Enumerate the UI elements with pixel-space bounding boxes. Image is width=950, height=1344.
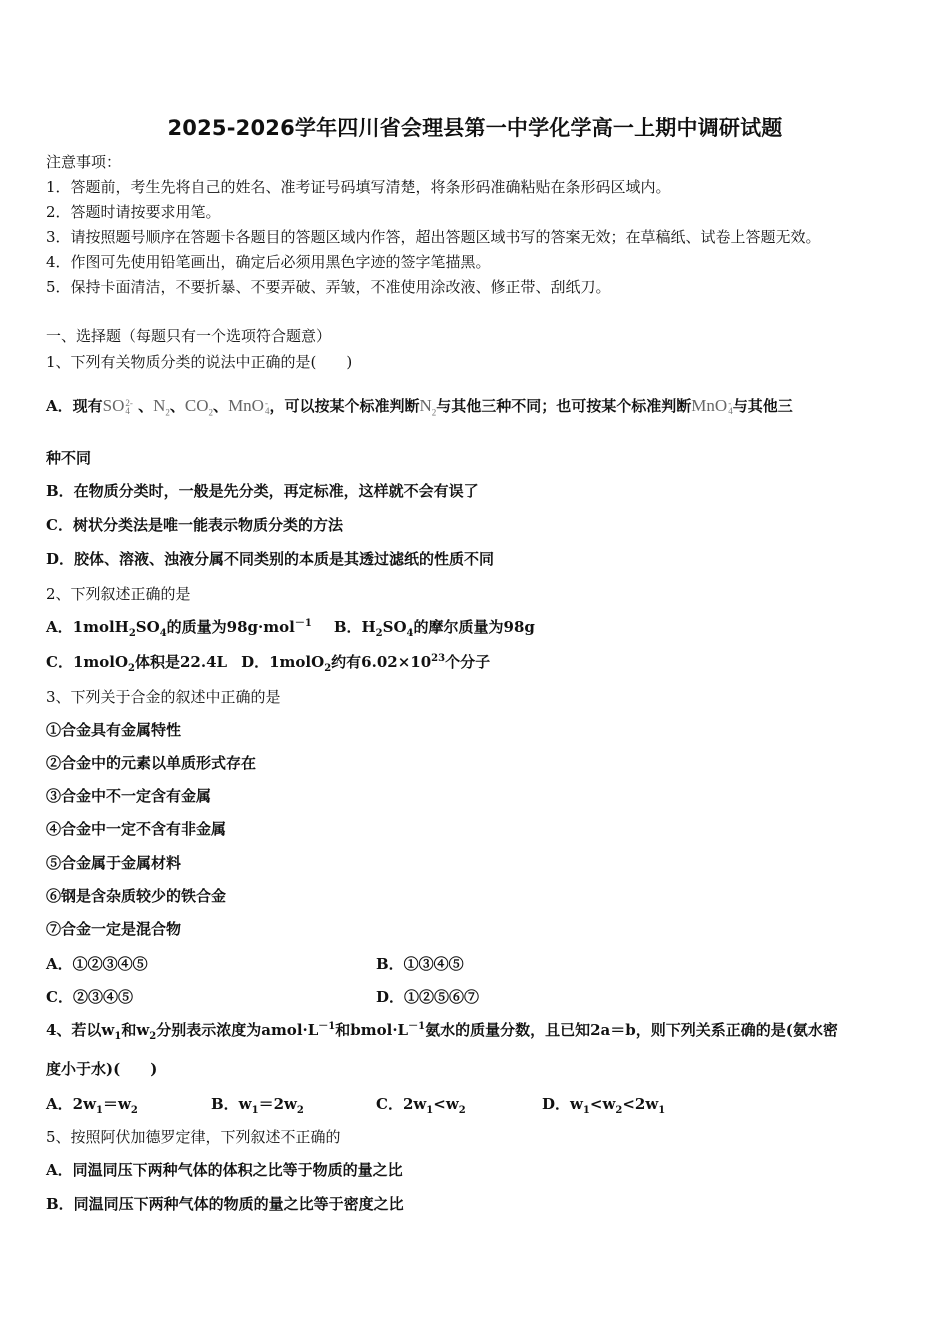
separator: 、: [169, 397, 185, 415]
question-3-option-c: C．②③④⑤: [46, 988, 133, 1006]
question-5-stem: 5、按照阿伏加德罗定律，下列叙述不正确的: [46, 1128, 341, 1146]
question-1-option-a: [46, 392, 793, 420]
question-1-option-b: B．在物质分类时，一般是先分类，再定标准，这样就不会有误了: [46, 482, 479, 500]
notice-item-4: 4．作图可先使用铅笔画出，确定后必须用黑色字迹的签字笔描黑。: [46, 253, 491, 271]
formula-mno4-ref: MnO- 4: [691, 396, 733, 417]
notice-item-5: 5．保持卡面清洁，不要折暴、不要弄破、弄皱，不准使用涂改液、修正带、刮纸刀。: [46, 278, 611, 296]
question-4-option-d: D．$w_1<w_2<2w_1$: [542, 1095, 666, 1116]
section-heading: 一、选择题（每题只有一个选项符合题意）: [46, 327, 332, 345]
question-3-item-1: ①合金具有金属特性: [46, 721, 182, 739]
option-a-prefix: A．现有: [46, 397, 103, 415]
question-4-stem: 4、若以$w_1$和$w_2$分别表示浓度为$amol\cdot L^{-1}$和$bmol\cdot L^{-1}$氨水的质量分数，且已知2a＝b，则下列关系正确的是(氨水密: [46, 1021, 838, 1042]
question-2-options-cd: [46, 652, 490, 672]
option-a-text-3: 与其他三: [732, 397, 793, 415]
question-4-option-b: B．$w_1=2w_2$: [211, 1095, 304, 1116]
notice-item-1: 1．答题前，考生先将自己的姓名、准考证号码填写清楚，将条形码准确粘贴在条形码区域内。: [46, 178, 671, 196]
question-5-option-b: B．同温同压下两种气体的物质的量之比等于密度之比: [46, 1195, 404, 1213]
option-a-text-1: ，可以按某个标准判断: [269, 397, 420, 415]
question-5-option-a: A．同温同压下两种气体的体积之比等于物质的量之比: [46, 1161, 403, 1179]
formula-so4: SO2- 4: [102, 396, 133, 417]
option-a-text-2: 与其他三种不同；也可按某个标准判断: [436, 397, 692, 415]
question-3-item-7: ⑦合金一定是混合物: [46, 920, 182, 938]
question-3-option-a: A．①②③④⑤: [46, 955, 148, 973]
notice-heading: 注意事项：: [46, 153, 122, 171]
question-3-stem: 3、下列关于合金的叙述中正确的是: [46, 688, 281, 706]
notice-item-3: 3．请按照题号顺序在答题卡各题目的答题区域内作答，超出答题区域书写的答案无效；在草稿纸、试卷上答题无效。: [46, 228, 821, 246]
question-4-stem-cont: 度小于水)( ): [46, 1060, 158, 1078]
formula-n2-ref: $N_2$: [419, 396, 437, 418]
separator: 、: [138, 397, 154, 415]
question-2-option-b: B．$H_2SO_4$的摩尔质量为98g: [333, 618, 535, 639]
separator: 、: [213, 397, 229, 415]
page-title: 2025-2026学年四川省会理县第一中学化学高一上期中调研试题: [167, 116, 783, 140]
question-4-option-a: A．$2w_1=w_2$: [46, 1095, 138, 1116]
question-3-option-d: D．①②⑤⑥⑦: [376, 988, 480, 1006]
question-1-option-d: D．胶体、溶液、浊液分属不同类别的本质是其透过滤纸的性质不同: [46, 550, 495, 568]
question-2-option-a: A．$1molH_2SO_4$的质量为98g·mol$^{-1}$: [46, 618, 312, 639]
formula-mno4: MnO- 4: [228, 396, 270, 417]
formula-n2: $N_2$: [153, 396, 170, 418]
question-4-option-c: C．$2w_1<w_2$: [376, 1095, 466, 1116]
question-2-stem: 2、下列叙述正确的是: [46, 585, 191, 603]
question-3-item-2: ②合金中的元素以单质形式存在: [46, 754, 257, 772]
formula-co2: $CO_2$: [184, 396, 214, 418]
question-1-option-a-cont: 种不同: [46, 449, 92, 467]
notice-item-2: 2．答题时请按要求用笔。: [46, 203, 221, 221]
question-3-option-b: B．①③④⑤: [376, 955, 464, 973]
question-3-item-3: ③合金中不一定含有金属: [46, 787, 212, 805]
question-2-option-d: D．1molO$_2$约有$6.02\times 10^{23}$个分子: [241, 653, 491, 674]
question-2-options-ab: [46, 617, 535, 637]
question-2-option-c: C．1molO$_2$体积是22.4L: [46, 653, 228, 674]
question-1-stem: 1、下列有关物质分类的说法中正确的是( ): [46, 353, 353, 371]
question-1-option-c: C．树状分类法是唯一能表示物质分类的方法: [46, 516, 343, 534]
question-3-item-4: ④合金中一定不含有非金属: [46, 820, 227, 838]
question-3-item-5: ⑤合金属于金属材料: [46, 854, 182, 872]
question-3-item-6: ⑥钢是含杂质较少的铁合金: [46, 887, 227, 905]
